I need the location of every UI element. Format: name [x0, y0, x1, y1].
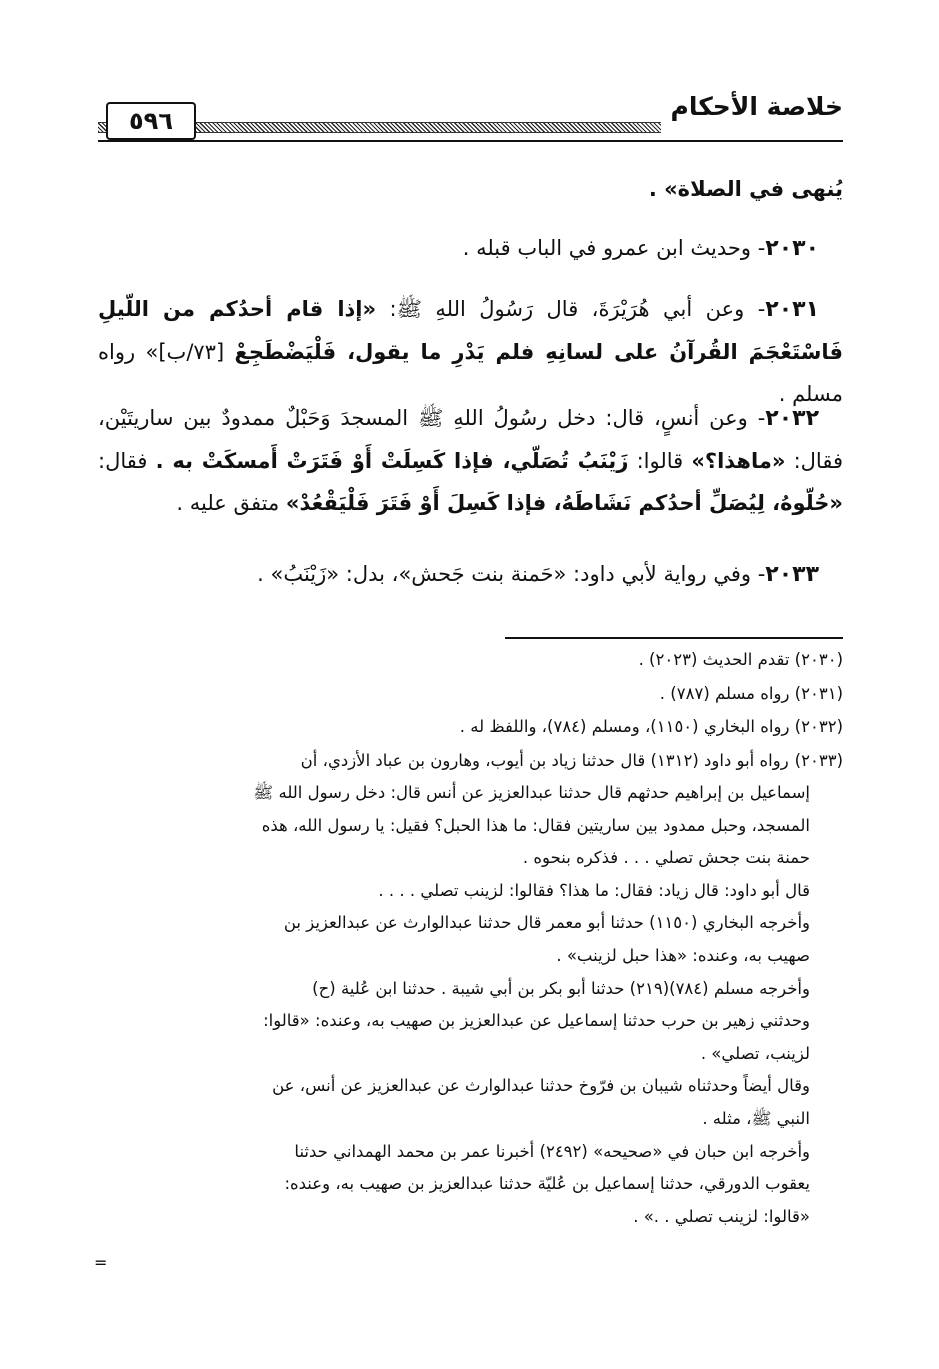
page-number: ٥٩٦ — [106, 102, 196, 140]
hadith-2032 — [98, 397, 843, 524]
footnote-line: وأخرجه البخاري (١١٥٠) حدثنا أبو معمر قال حدثنا عبدالوارث عن عبدالعزيز بن — [283, 913, 810, 933]
folio-reference: [٧٣/ب] — [158, 340, 235, 364]
page-header — [98, 82, 843, 152]
hadith-mid: قالوا: — [628, 449, 692, 473]
hadith-number: ٢٠٣١ — [765, 297, 819, 322]
footnote-number: (٢٠٣٣) — [794, 751, 843, 770]
hadith-number: ٢٠٣٣ — [765, 562, 819, 587]
hadith-text: - وفي رواية لأبي داود: «حَمنة بنت جَحش»، بدل: «زَيْنَبُ» . — [257, 562, 766, 586]
continuation-mark: = — [94, 1253, 108, 1272]
hadith-quote-2: زَيْنَبُ تُصَلّي، فإذا كَسِلَتْ أَوْ فَتَرَتْ أَمسكَتْ به . — [155, 449, 629, 473]
footnote-line: حمنة بنت جحش تصلي . . . فذكره بنحوه . — [522, 848, 810, 868]
footnote-line: وقال أيضاً وحدثناه شيبان بن فرّوخ حدثنا عبدالوارث عن عبدالعزيز عن أنس، عن — [272, 1076, 810, 1096]
footnote-2032: (٢٠٣٢) رواه البخاري (١١٥٠)، ومسلم (٧٨٤)، واللفظ له . — [459, 717, 843, 736]
hadith-intro: - وعن أنسٍ، قال: دخل رسُولُ اللهِ ﷺ المسجدَ وَحَبْلٌ ممدودٌ بين ساريتَيْن، فقال: — [98, 406, 843, 473]
footnote-line: وأخرجه ابن حبان في «صحيحه» (٢٤٩٢) أخبرنا عمر بن محمد الهمداني حدثنا — [294, 1141, 810, 1161]
hadith-ending: متفق عليه . — [176, 491, 286, 515]
footnote-2033-first-line — [98, 744, 843, 777]
footnote-line: «قالوا: لزينب تصلي . .» . — [633, 1206, 810, 1226]
hadith-text: - وحديث ابن عمرو في الباب قبله . — [462, 236, 766, 260]
hadith-mid-2: فقال: — [98, 449, 156, 473]
footnote-line: قال أبو داود: قال زياد: فقال: ما هذا؟ فقالوا: لزينب تصلي . . . . — [378, 880, 810, 900]
hadith-2033 — [98, 553, 843, 596]
paragraph-continuation — [98, 168, 843, 210]
footnote-2030: (٢٠٣٠) تقدم الحديث (٢٠٢٣) . — [638, 650, 843, 669]
hadith-intro: - وعن أبي هُرَيْرَةَ، قال رَسُولُ اللهِ ﷺ: — [376, 297, 766, 321]
hadith-quote: «إذا قام أحدُكم من اللّيلِ فَاسْتَعْجَمَ القُرآنُ على لسانِهِ فلم يَدْرِ ما يقول، فَلْيَضْطَجِعْ — [98, 297, 843, 364]
footnote-2031: (٢٠٣١) رواه مسلم (٧٨٧) . — [659, 684, 843, 703]
footnote-line: المسجد، وحبل ممدود بين ساريتين فقال: ما هذا الحبل؟ فقيل: يا رسول الله، هذه — [261, 815, 810, 835]
book-title: خلاصة الأحكام — [670, 92, 843, 121]
footnote-text: رواه أبو داود (١٣١٢) قال حدثنا زياد بن أيوب، وهارون بن عباد الأزدي، أن — [300, 751, 789, 770]
footnote-line: لزينب، تصلي» . — [700, 1043, 810, 1063]
footnote-line: النبي ﷺ، مثله . — [702, 1108, 810, 1128]
footnote-line: صهيب به، وعنده: «هذا حبل لزينب» . — [556, 945, 810, 965]
header-rule — [98, 140, 843, 142]
footnote-line: إسماعيل بن إبراهيم حدثهم قال حدثنا عبدالعزيز عن أنس قال: دخل رسول الله ﷺ — [253, 783, 810, 802]
hadith-2031 — [98, 288, 843, 415]
footnote-separator — [505, 637, 843, 639]
hadith-quote-3: «حُلّوهُ، لِيُصَلِّ أحدُكم نَشَاطَهُ، فإذا كَسِلَ أَوْ فَتَرَ فَلْيَقْعُدْ» — [285, 491, 843, 515]
footnote-line: يعقوب الدورقي، حدثنا إسماعيل بن عُليّة حدثنا عبدالعزيز بن صهيب به، وعنده: — [284, 1174, 810, 1194]
hadith-number: ٢٠٣٠ — [765, 236, 819, 261]
continuation-text: يُنهى في الصلاة» . — [648, 177, 843, 201]
hadith-2030 — [98, 227, 843, 270]
footnote-line: وحدثني زهير بن حرب حدثنا إسماعيل عن عبدالعزيز بن صهيب به، وعنده: «قالوا: — [263, 1011, 810, 1031]
footnote-line: وأخرجه مسلم (٧٨٤)(٢١٩) حدثنا أبو بكر بن أبي شيبة . حدثنا ابن عُلية (ح) — [312, 978, 810, 998]
hadith-number: ٢٠٣٢ — [765, 406, 819, 431]
hadith-ending: » رواه مسلم . — [98, 340, 843, 406]
footnote-2033-body — [98, 777, 810, 1233]
hadith-quote-1: «ماهذا؟» — [691, 449, 786, 473]
